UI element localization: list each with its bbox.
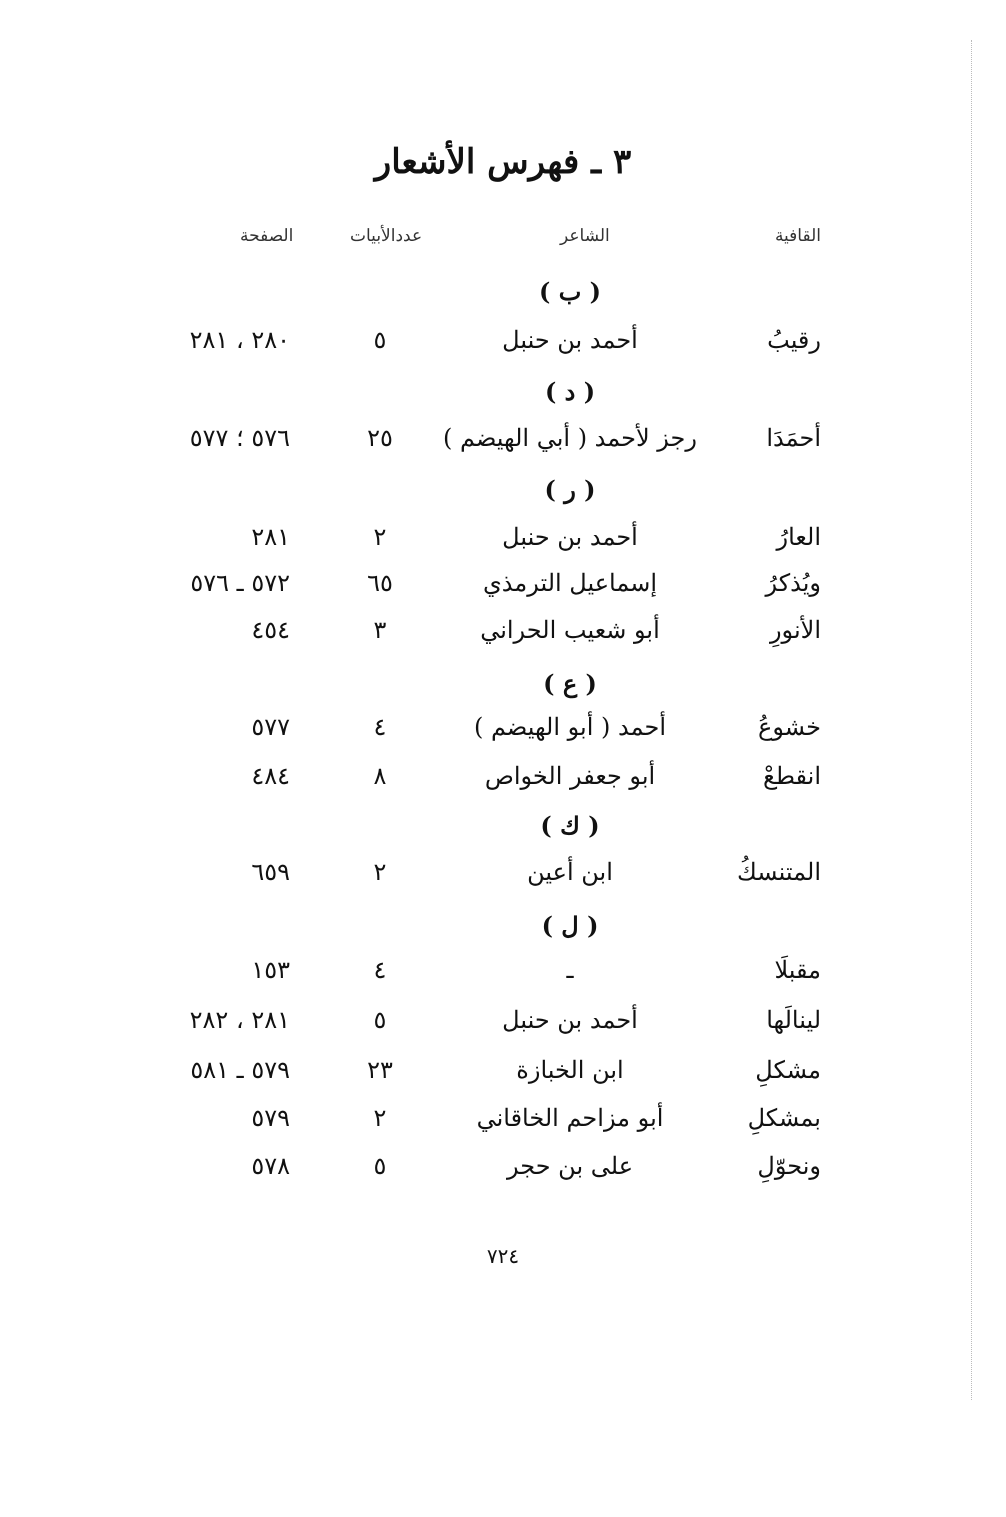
cell-poet: أحمد بن حنبل [502,326,638,354]
cell-count: ٢ [373,523,387,551]
table-row [0,1098,1006,1138]
cell-poet: ابن أعين [527,858,613,886]
section-letter: ( ر ) [544,475,596,504]
cell-page: ٥٧٩ [251,1104,290,1132]
section-letter: ( د ) [544,377,596,406]
cell-poet: أبو مزاحم الخاقاني [476,1104,664,1132]
section-letter: ( ل ) [541,911,599,940]
cell-count: ٥ [373,1152,387,1180]
cell-page: ٥٧٦ ؛ ٥٧٧ [189,424,290,452]
cell-poet: رجز لأحمد ( أبي الهيضم ) [443,424,697,452]
table-row [0,1000,1006,1040]
cell-rhyme: خشوعُ [758,713,821,741]
table-row [0,1146,1006,1186]
table-row [0,950,1006,990]
table-row [0,418,1006,458]
cell-count: ٤ [373,956,387,984]
header-page: الصفحة [240,226,294,246]
cell-rhyme: أحمَدَا [766,424,821,452]
cell-rhyme: لينالَها [766,1006,821,1034]
table-row [0,563,1006,603]
cell-rhyme: بمشكلِ [747,1104,821,1132]
section-letter: ( ب ) [538,277,601,306]
cell-rhyme: العارُ [776,523,821,551]
table-row [0,1050,1006,1090]
cell-rhyme: المتنسكُ [737,858,821,886]
cell-count: ٦٥ [367,569,393,597]
cell-page: ٥٧٢ ـ ٥٧٦ [190,569,290,597]
cell-rhyme: انقطعْ [763,762,821,790]
cell-page: ٥٧٧ [251,713,290,741]
cell-poet: أبو شعيب الحراني [480,616,660,644]
section-letter: ( ك ) [540,811,600,840]
cell-page: ٤٥٤ [251,616,290,644]
cell-count: ٨ [373,762,387,790]
cell-poet: أحمد ( أبو الهيضم ) [473,713,667,741]
header-rhyme: القافية [774,226,821,246]
cell-poet: على بن حجر [506,1152,634,1180]
cell-rhyme: مقبلَا [774,956,821,984]
cell-page: ٢٨٠ ، ٢٨١ [189,326,290,354]
header-poet: الشاعر [560,226,610,246]
table-row [0,610,1006,650]
cell-poet: ـ [566,956,574,984]
cell-poet: أحمد بن حنبل [502,1006,638,1034]
cell-count: ٤ [373,713,387,741]
cell-poet: ابن الخبازة [516,1056,624,1084]
cell-page: ٢٨١ [251,523,290,551]
cell-rhyme: رقيبُ [767,326,821,354]
table-row [0,707,1006,747]
cell-poet: أبو جعفر الخواص [484,762,656,790]
cell-count: ٣ [373,616,387,644]
cell-poet: أحمد بن حنبل [502,523,638,551]
table-row [0,852,1006,892]
cell-count: ٥ [373,326,387,354]
cell-page: ١٥٣ [251,956,290,984]
cell-count: ٢٥ [367,424,393,452]
table-row [0,517,1006,557]
header-count: عددالأبيات [350,226,423,246]
page-title: ٣ ـ فهرس الأشعار [374,142,632,182]
cell-count: ٢ [373,858,387,886]
cell-page: ٥٧٨ [251,1152,290,1180]
cell-rhyme: الأنورِ [769,616,821,644]
cell-rhyme: مشكلِ [755,1056,821,1084]
cell-page: ٤٨٤ [251,762,290,790]
cell-page: ٢٨١ ، ٢٨٢ [189,1006,290,1034]
cell-page: ٥٧٩ ـ ٥٨١ [190,1056,290,1084]
cell-count: ٢ [373,1104,387,1132]
cell-page: ٦٥٩ [251,858,290,886]
cell-rhyme: ونحوّلِ [757,1152,821,1180]
table-row [0,320,1006,360]
table-row [0,756,1006,796]
page-number: ٧٢٤ [486,1244,520,1268]
cell-count: ٢٣ [367,1056,393,1084]
cell-count: ٥ [373,1006,387,1034]
cell-poet: إسماعيل الترمذي [482,569,658,597]
cell-rhyme: ويُذكرُ [765,569,821,597]
section-letter: ( ع ) [543,669,597,698]
